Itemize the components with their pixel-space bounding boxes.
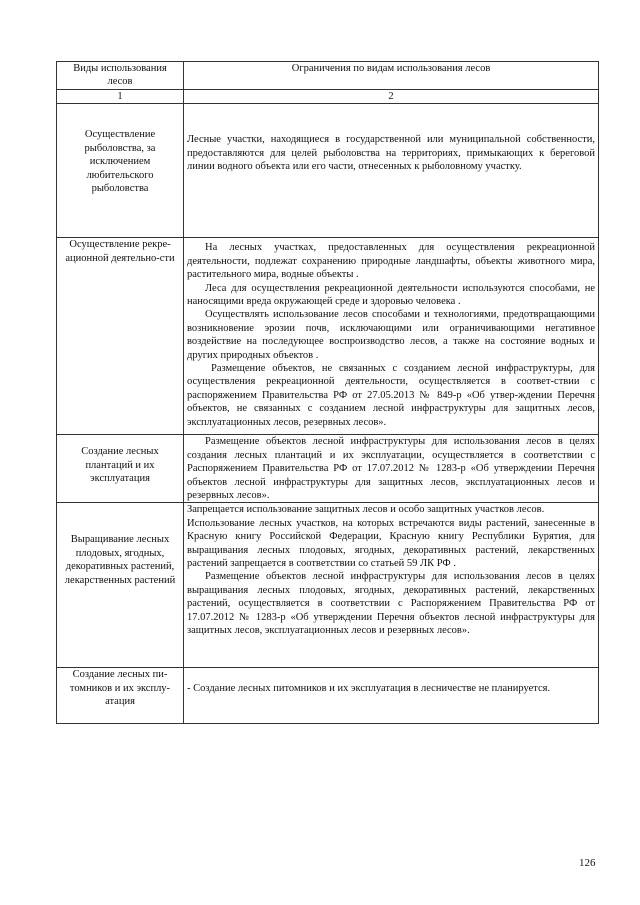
restrictions-table <box>56 61 599 724</box>
restriction-cell <box>184 668 599 724</box>
table-row <box>57 435 599 503</box>
paragraph: Запрещается использование защитных лесов и особо защитных участков лесов. <box>187 504 545 516</box>
page-number: 126 <box>579 857 596 869</box>
restriction-cell <box>184 503 599 668</box>
usage-type-nurseries: Создание лесных пи-томников и их эксплу-атация <box>57 668 184 724</box>
restriction-cell <box>184 435 599 503</box>
header-row <box>57 62 599 90</box>
table-row <box>57 503 599 668</box>
paragraph: Размещение объектов, не связанных с созданием лесной инфраструктуры, для осуществления рекреационной деятельности, осуществляется в соответ-ствии с распоряжением Правительства РФ от 27.05.2013 № 849-р «Об утвер-ждении Перечня объектов, не связанных с созданием лесной инфраструктуры для защитных лесов, эксплуатационных лесов, резервных лесов». <box>187 363 595 428</box>
paragraph: Использование лесных участков, на которых встречаются виды растений, занесенные в Красную книгу Российской Федерации, Красную книгу Республики Бурятия, для выращивания лесных плодовых, ягодных, декоративных растений, лекарственных растений запрещается в соответствии со статьей 59 ЛК РФ . <box>187 517 595 570</box>
usage-type-plantations: Создание лесных плантаций и их эксплуатация <box>57 435 184 503</box>
header-col1: Виды использования лесов <box>57 62 184 90</box>
usage-type-fishing: Осуществление рыболовства, за исключением любительского рыболовства <box>57 104 184 238</box>
column-numbers-row <box>57 90 599 104</box>
paragraph: - Создание лесных питомников и их эксплуатация в лесничестве не планируется. <box>187 683 551 695</box>
paragraph: Размещение объектов лесной инфраструктуры для использования лесов в целях выращивания лесных плодовых, ягодных, декоративных растений, лекарственных растений, осуществляется в соответствии с Распоряжением Правительства РФ от 17.07.2012 № 1283-р «Об утверждении Перечня объектов лесной инфраструктуры для защитных лесов, эксплуатационных лесов и резервных лесов». <box>187 571 595 637</box>
usage-type-cultivation: Выращивание лесных плодовых, ягодных, декоративных растений, лекарственных растений <box>57 503 184 668</box>
paragraph: Осуществлять использование лесов способами и технологиями, предотвращающими возникновение эрозии почв, исключающими или ограничивающими негативное воздействие на последующее воспроизводство лесов, а также на состояние водных и других природных объектов . <box>187 309 595 361</box>
paragraph: Леса для осуществления рекреационной деятельности используются способами, не наносящими вреда окружающей среде и здоровью человека . <box>187 282 595 308</box>
usage-type-recreation: Осуществление рекре-ационной деятельно-сти <box>57 238 184 435</box>
paragraph: На лесных участках, предоставленных для осуществления рекреационной деятельности, подлежат сохранению природные ландшафты, объекты животного мира, растительного мира, водные объекты . <box>187 242 595 281</box>
header-col2: Ограничения по видам использования лесов <box>184 62 599 90</box>
table-row <box>57 668 599 724</box>
paragraph: Размещение объектов лесной инфраструктуры для использования лесов в целях создания лесных плантаций и их эксплуатации, осуществляется в соответствии с Распоряжением Правительства РФ от 17.07.2012 № 1283-р «Об утверждении Перечня объектов лесной инфраструктуры для защитных лесов, эксплуатационных лесов и резервных лесов». <box>187 436 595 502</box>
column-number-1: 1 <box>57 90 184 104</box>
paragraph: Лесные участки, находящиеся в государственной или муниципальной собственности, предоставляются для целей рыболовства на территориях, примыкающих к береговой линии водного объекта или его части, отнесенных к рыболовному участку. <box>187 134 595 173</box>
restriction-cell <box>184 238 599 435</box>
table-row <box>57 238 599 435</box>
table-row <box>57 104 599 238</box>
restriction-cell <box>184 104 599 238</box>
column-number-2: 2 <box>184 90 599 104</box>
